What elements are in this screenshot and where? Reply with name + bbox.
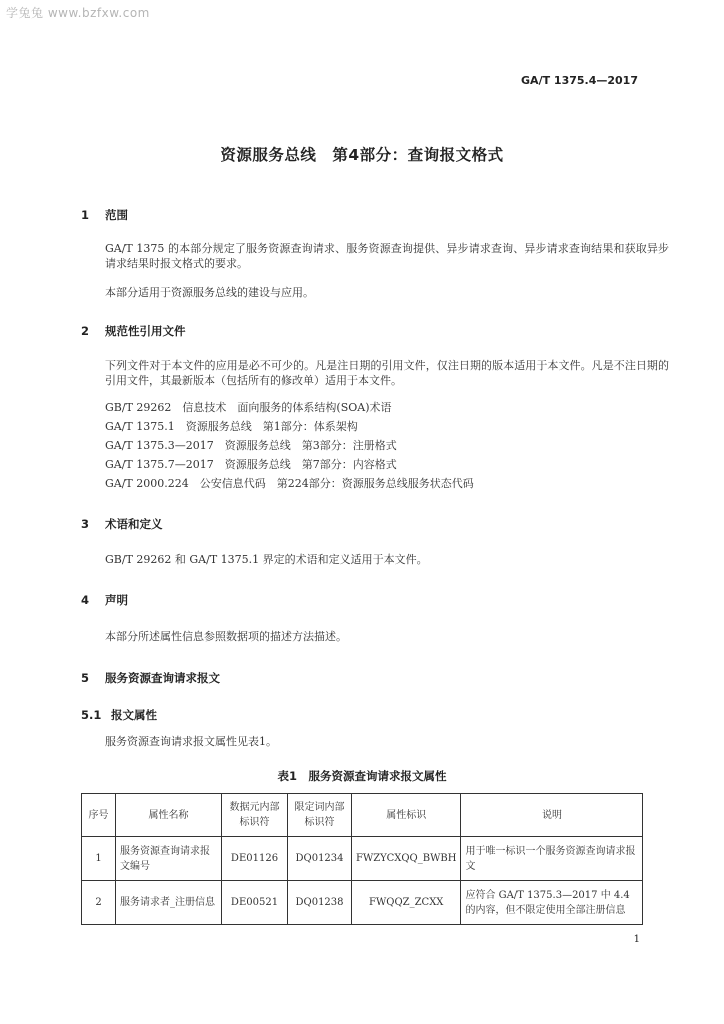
- section-1-paragraph-1: GA/T 1375 的本部分规定了服务资源查询请求、服务资源查询提供、异步请求查询、异步请求查询结果和获取异步请求结果时报文格式的要求。: [105, 242, 669, 270]
- section-title: 服务资源查询请求报文: [105, 671, 220, 685]
- section-2-paragraph-1: 下列文件对于本文件的应用是必不可少的。凡是注日期的引用文件，仅注日期的版本适用于本文件。凡是不注日期的引用文件，其最新版本（包括所有的修改单）适用于本文件。: [105, 359, 669, 387]
- section-3-heading: [81, 516, 163, 532]
- column-header: 属性标识: [352, 794, 461, 837]
- column-header: 序号: [82, 794, 116, 837]
- table-cell: 应符合 GA/T 1375.3—2017 中 4.4 的内容，但不限定使用全部注册信息: [461, 881, 643, 925]
- section-number: 2: [81, 324, 90, 338]
- table-cell: 2: [82, 881, 116, 925]
- section-4-heading: [81, 592, 128, 608]
- column-header: 说明: [461, 794, 643, 837]
- table-cell: DE00521: [222, 881, 288, 925]
- column-header: 数据元内部标识符: [222, 794, 288, 837]
- subsection-title: 报文属性: [111, 708, 157, 722]
- subsection-number: 5.1: [81, 708, 102, 722]
- section-1-paragraph-2: 本部分适用于资源服务总线的建设与应用。: [105, 286, 314, 299]
- document-title: 资源服务总线 第4部分：查询报文格式: [220, 146, 504, 164]
- table-cell: 1: [82, 837, 116, 881]
- section-4-paragraph-1: 本部分所述属性信息参照数据项的描述方法描述。: [105, 630, 347, 643]
- reference-item: GB/T 29262 信息技术 面向服务的体系结构(SOA)术语: [105, 401, 392, 414]
- table-cell: 服务资源查询请求报文编号: [116, 837, 222, 881]
- table-cell: DQ01238: [288, 881, 352, 925]
- table-cell: FWZYCXQQ_BWBH: [352, 837, 461, 881]
- table-cell: FWQQZ_ZCXX: [352, 881, 461, 925]
- subsection-5-1-heading: [81, 707, 157, 723]
- reference-item: GA/T 2000.224 公安信息代码 第224部分：资源服务总线服务状态代码: [105, 477, 474, 490]
- table-header-row: [82, 794, 643, 837]
- section-5-1-paragraph: 服务资源查询请求报文属性见表1。: [105, 735, 277, 748]
- table-cell: DE01126: [222, 837, 288, 881]
- section-1-heading: [81, 207, 128, 223]
- attribute-table: [81, 793, 643, 925]
- standard-number: GA/T 1375.4—2017: [521, 74, 638, 87]
- section-2-heading: [81, 323, 186, 339]
- reference-item: GA/T 1375.3—2017 资源服务总线 第3部分：注册格式: [105, 439, 397, 452]
- section-5-heading: [81, 670, 220, 686]
- section-number: 1: [81, 208, 90, 222]
- table-cell: 用于唯一标识一个服务资源查询请求报文: [461, 837, 643, 881]
- table-row: [82, 881, 643, 925]
- section-title: 规范性引用文件: [105, 324, 186, 338]
- section-title: 范围: [105, 208, 128, 222]
- table-cell: 服务请求者_注册信息: [116, 881, 222, 925]
- section-title: 术语和定义: [105, 517, 163, 531]
- section-3-paragraph-1: GB/T 29262 和 GA/T 1375.1 界定的术语和定义适用于本文件。: [105, 553, 428, 566]
- table-caption: 表1 服务资源查询请求报文属性: [277, 769, 447, 783]
- reference-item: GA/T 1375.7—2017 资源服务总线 第7部分：内容格式: [105, 458, 397, 471]
- column-header: 限定词内部标识符: [288, 794, 352, 837]
- table-row: [82, 837, 643, 881]
- section-number: 3: [81, 517, 90, 531]
- section-title: 声明: [105, 593, 128, 607]
- column-header: 属性名称: [116, 794, 222, 837]
- section-number: 4: [81, 593, 90, 607]
- section-number: 5: [81, 671, 90, 685]
- watermark: 学兔兔 www.bzfxw.com: [6, 6, 150, 20]
- table-cell: DQ01234: [288, 837, 352, 881]
- reference-item: GA/T 1375.1 资源服务总线 第1部分：体系架构: [105, 420, 358, 433]
- page-number: 1: [633, 934, 640, 945]
